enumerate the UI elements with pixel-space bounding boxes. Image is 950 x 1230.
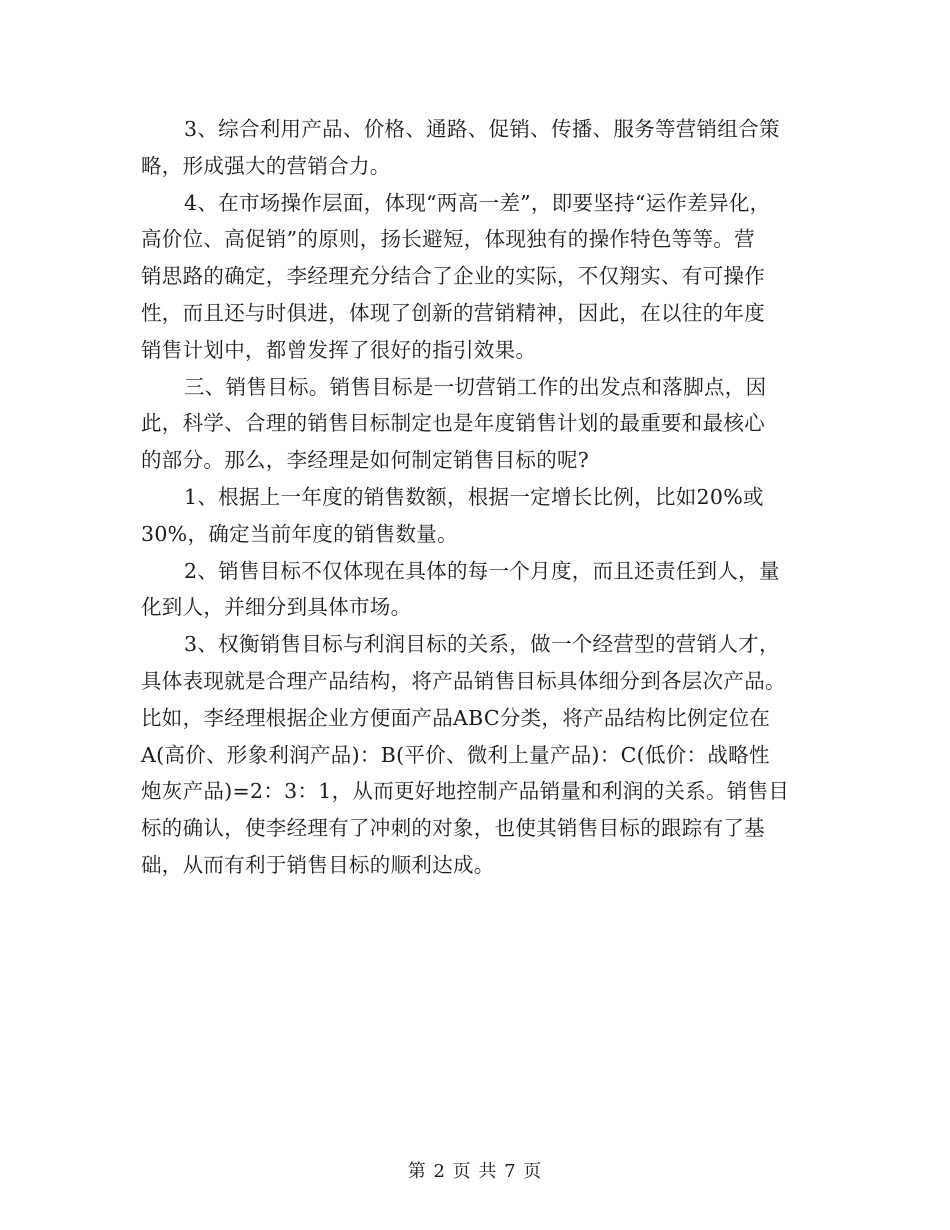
text-line: A(高价、形象利润产品)：B(平价、微利上量产品)：C(低价：战略性 [141,742,770,767]
text-line: 标的确认，使李经理有了冲刺的对象，也使其销售目标的跟踪有了基 [141,816,765,841]
text-line: 的部分。那么，李经理是如何制定销售目标的呢? [141,448,590,473]
text-line: 1、根据上一年度的销售数额，根据一定增长比例，比如20%或 [184,484,764,509]
text-line: 比如，李经理根据企业方便面产品ABC分类，将产品结构比例定位在 [141,705,771,730]
text-line: 性，而且还与时俱进，体现了创新的营销精神，因此，在以往的年度 [141,300,765,325]
text-line: 2、销售目标不仅体现在具体的每一个月度，而且还责任到人，量 [184,558,780,583]
text-line: 炮灰产品)=2：3：1，从而更好地控制产品销量和利润的关系。销售目 [141,779,790,804]
text-line: 三、销售目标。销售目标是一切营销工作的出发点和落脚点，因 [184,374,767,399]
text-line: 具体表现就是合理产品结构，将产品销售目标具体细分到各层次产品。 [141,668,786,693]
text-line: 4、在市场操作层面，体现“两高一差”，即要坚持“运作差异化， [184,190,771,215]
text-line: 础，从而有利于销售目标的顺利达成。 [141,852,495,877]
text-line: 销售计划中，都曾发挥了很好的指引效果。 [141,337,537,362]
text-line: 化到人，并细分到具体市场。 [141,595,412,620]
text-line: 3、权衡销售目标与利润目标的关系，做一个经营型的营销人才， [184,632,780,657]
text-line: 高价位、高促销”的原则，扬长避短，体现独有的操作特色等等。营 [141,227,755,252]
body-text [141,111,813,884]
text-line: 略，形成强大的营销合力。 [141,153,391,178]
text-line: 此，科学、合理的销售目标制定也是年度销售计划的最重要和最核心 [141,411,765,436]
text-line: 3、综合利用产品、价格、通路、促销、传播、服务等营销组合策 [184,117,780,141]
page-footer: 第 2 页 共 7 页 [407,1161,543,1182]
text-line: 销思路的确定，李经理充分结合了企业的实际，不仅翔实、有可操作 [141,264,765,289]
text-line: 30%，确定当前年度的销售数量。 [141,521,458,546]
